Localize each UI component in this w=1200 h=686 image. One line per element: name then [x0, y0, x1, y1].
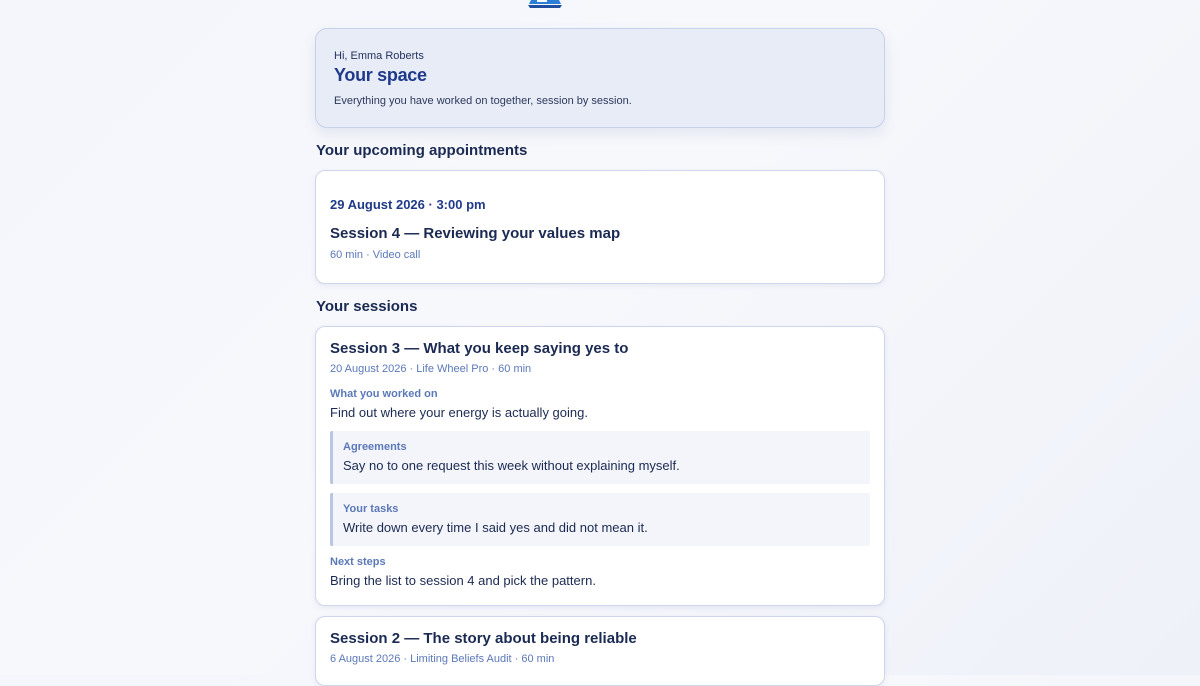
page-subtitle: Everything you have worked on together, session by session.	[334, 95, 632, 107]
upcoming-heading: Your upcoming appointments	[316, 142, 528, 159]
appointment-datetime: 29 August 2026 · 3:00 pm	[330, 197, 486, 212]
tasks-block	[330, 493, 870, 546]
session-card[interactable]	[315, 616, 885, 686]
greeting-text: Hi, Emma Roberts	[334, 50, 424, 62]
worked-on-text: Find out where your energy is actually going.	[330, 405, 588, 420]
worked-on-label: What you worked on	[330, 388, 438, 400]
tasks-text: Write down every time I said yes and did not mean it.	[343, 520, 648, 535]
agreements-block	[330, 431, 870, 484]
appointment-card[interactable]	[315, 170, 885, 284]
session-card[interactable]	[315, 326, 885, 606]
next-steps-text: Bring the list to session 4 and pick the pattern.	[330, 573, 596, 588]
session-title: Session 2 — The story about being reliable	[330, 630, 637, 647]
session-title: Session 3 — What you keep saying yes to	[330, 340, 629, 357]
next-steps-label: Next steps	[330, 556, 386, 568]
appointment-title: Session 4 — Reviewing your values map	[330, 225, 621, 242]
session-meta: 20 August 2026 · Life Wheel Pro · 60 min	[330, 363, 532, 375]
next-steps-section	[330, 555, 870, 589]
agreements-label: Agreements	[343, 441, 407, 453]
sessions-heading: Your sessions	[316, 298, 418, 315]
session-meta: 6 August 2026 · Limiting Beliefs Audit · 60 min	[330, 653, 555, 665]
appointment-meta: 60 min · Video call	[330, 249, 421, 261]
tasks-label: Your tasks	[343, 503, 399, 515]
welcome-card	[315, 28, 885, 128]
main-content	[315, 28, 885, 686]
agreements-text: Say no to one request this week without explaining myself.	[343, 458, 680, 473]
worked-on-section	[330, 387, 870, 421]
logo-icon	[527, 0, 563, 10]
page-title: Your space	[334, 65, 427, 85]
